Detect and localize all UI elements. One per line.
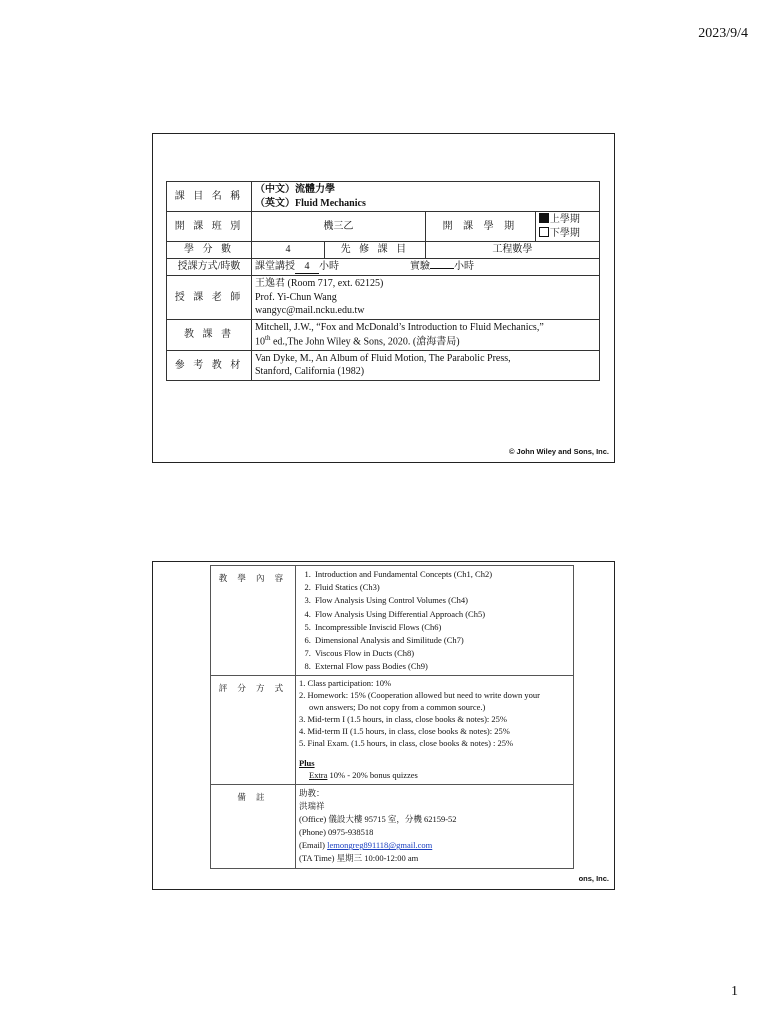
header-date: 2023/9/4 [698,26,748,41]
semester-options [535,212,599,242]
reference-line2: Stanford, California (1982) [255,366,365,378]
plus-rest: 10% - 20% bonus quizzes [327,769,418,780]
instructor-cell [252,276,600,320]
slide-syllabus [152,561,615,890]
semester-label: 開 課 學 期 [425,212,535,242]
instructor-email: wangyc@mail.ncku.edu.tw [255,305,365,316]
credits-value: 4 [252,242,325,259]
class-label: 開 課 班 別 [167,212,252,242]
syllabus-table [210,565,574,869]
topic-item: 7. Viscous Flow in Ducts (Ch8) [313,647,570,660]
instructor-line2: Prof. Yi-Chun Wang [255,291,337,303]
prereq-value: 工程數學 [425,242,599,259]
course-name-label: 課 目 名 稱 [167,182,252,212]
course-info-table [166,181,600,381]
page-number: 1 [731,984,738,999]
mode-lab-prefix: 實驗 [410,260,430,272]
plus-line [299,770,570,782]
course-name-cell [252,182,600,212]
instructor-label: 授 課 老 師 [167,276,252,320]
ta-email-prefix: (Email) [299,840,328,851]
grading-item-continued: own answers; Do not copy from a common source.) [309,702,486,713]
mode-value [252,258,600,276]
reference-line1: Van Dyke, M., An Album of Fluid Motion, The Parabolic Press, [255,352,511,364]
mode-label: 授課方式/時數 [167,258,252,276]
ta-email-link[interactable]: lemongreg891118@gmail.com [327,840,433,851]
topic-item: 8. External Flow pass Bodies (Ch9) [313,660,570,673]
textbook-edition-num: 10 [255,336,265,348]
textbook-edition-sup: th [265,334,271,342]
mode-lecture-prefix: 課堂講授 [255,260,295,272]
topic-item: 3. Flow Analysis Using Control Volumes (Ch4) [313,594,570,607]
mode-lab-hours [430,268,454,269]
topic-item: 6. Dimensional Analysis and Similitude (Ch7) [313,634,570,647]
topics-list [299,568,570,673]
ta-name: 洪瑞祥 [299,800,325,811]
course-name-zh: （中文）流體力學 [255,184,335,195]
prereq-label: 先 修 課 目 [325,242,426,259]
textbook-line2-rest: ed.,The John Wiley & Sons, 2020. (滄海書局) [270,336,460,348]
ta-email-line [299,839,570,852]
copyright-notice: © John Wiley and Sons, Inc. [508,447,609,456]
class-value: 機三乙 [252,212,426,242]
grading-item: 5. Final Exam. (1.5 hours, in class, close books & notes) : 25% [299,737,514,748]
ta-phone: (Phone) 0975-938518 [299,827,374,838]
grading-item: 2. Homework: 15% (Cooperation allowed but need to write down your [299,690,541,701]
plus-heading: Plus [299,757,315,768]
textbook-cell [252,319,600,350]
topic-item: 1. Introduction and Fundamental Concepts (Ch1, Ch2) [313,568,570,581]
copyright-notice-partial: ons, Inc. [578,874,609,883]
reference-label: 參 考 教 材 [167,350,252,380]
content-cell [296,566,574,676]
remarks-label: 備 註 [211,784,296,868]
mode-lecture-unit: 小時 [319,260,339,272]
unchecked-box-icon [539,227,549,237]
reference-cell [252,350,600,380]
textbook-line1: Mitchell, J.W., “Fox and McDonald’s Introduction to Fluid Mechanics,” [255,321,544,333]
checked-box-icon [539,213,549,223]
ta-time: (TA Time) 星期三 10:00-12:00 am [299,853,419,864]
grading-item: 3. Mid-term I (1.5 hours, in class, close books & notes): 25% [299,714,507,725]
mode-lecture-hours: 4 [295,260,319,275]
grading-label: 評 分 方 式 [211,676,296,784]
slide-course-info [152,133,615,463]
topic-item: 5. Incompressible Inviscid Flows (Ch6) [313,621,570,634]
course-name-en: （英文）Fluid Mechanics [255,197,366,209]
semester-second-option [539,227,596,241]
credits-label: 學 分 數 [167,242,252,259]
ta-heading: 助教： [299,787,325,798]
content-label: 教 學 內 容 [211,566,296,676]
mode-lab-unit: 小時 [454,260,474,272]
instructor-line1: 王逸君 (Room 717, ext. 62125) [255,278,384,289]
semester-first-option [539,213,596,227]
plus-extra-word: Extra [309,769,328,780]
semester-second-label: 下學期 [549,227,580,239]
semester-first-label: 上學期 [549,214,580,225]
grading-cell [296,676,574,784]
topic-item: 4. Flow Analysis Using Differential Approach (Ch5) [313,608,570,621]
grading-item: 4. Mid-term II (1.5 hours, in class, close books & notes): 25% [299,725,510,736]
ta-office: (Office) 儀設大樓 95715 室，分機 62159-52 [299,813,457,824]
textbook-label: 教 課 書 [167,319,252,350]
grading-item: 1. Class participation: 10% [299,678,392,689]
textbook-line2 [255,334,596,349]
remarks-cell [296,784,574,868]
topic-item: 2. Fluid Statics (Ch3) [313,581,570,594]
